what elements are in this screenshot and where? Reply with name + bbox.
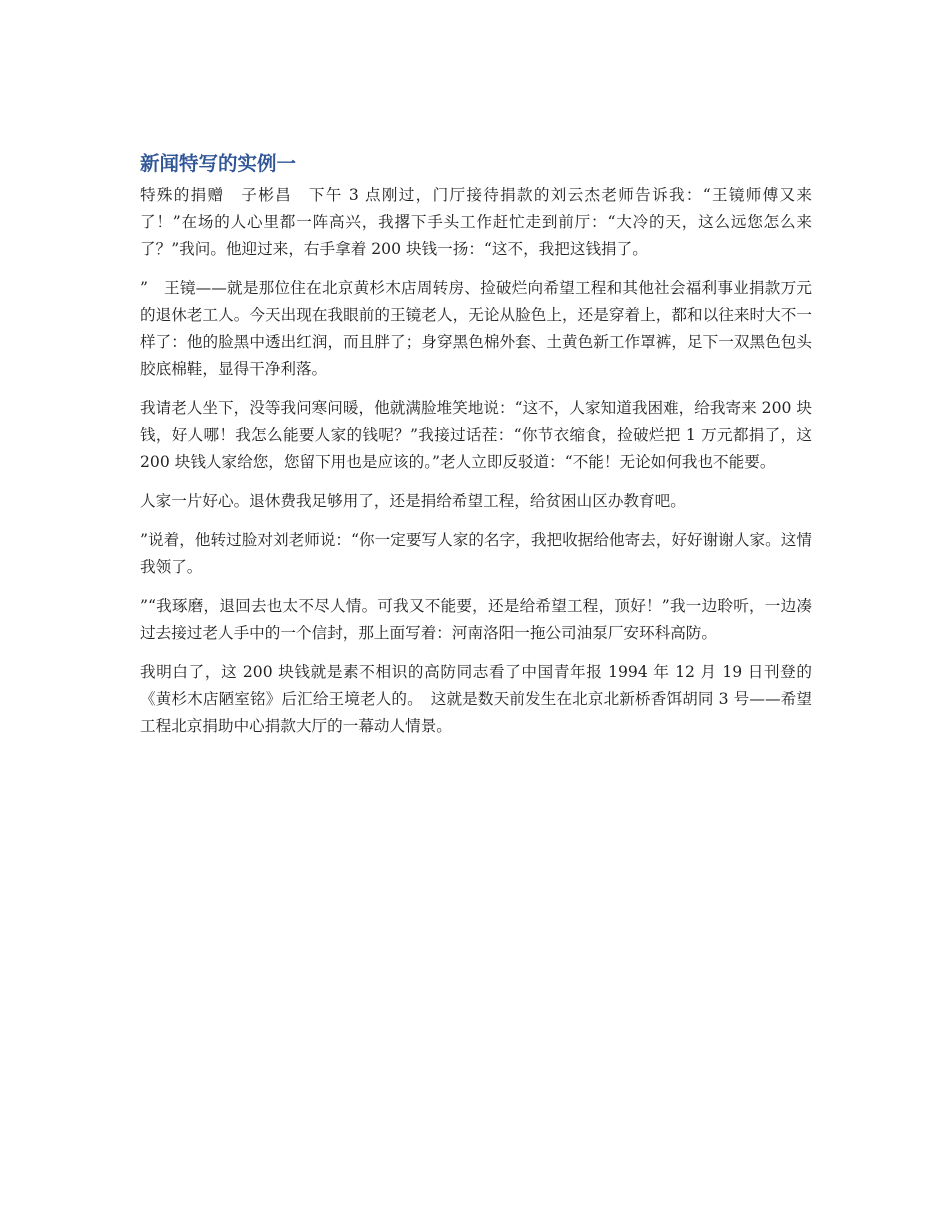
paragraph-3: 我请老人坐下，没等我问寒问暖，他就满脸堆笑地说：“这不，人家知道我困难，给我寄来 200 块钱，好人哪！我怎么能要人家的钱呢？”我接过话茬：“你节衣缩食，捡破烂把 1 万元都捐了，这 200 块钱人家给您，您留下用也是应该的。”老人立即反驳道：“不能！无论如何我也不能要。	[140, 399, 812, 471]
paragraph-6: ”“我琢磨，退回去也太不尽人情。可我又不能要，还是给希望工程，顶好！”我一边聆听，一边凑过去接过老人手中的一个信封，那上面写着：河南洛阳一拖公司油泵厂安环科高防。	[140, 597, 812, 642]
paragraph-4: 人家一片好心。退休费我足够用了，还是捐给希望工程，给贫困山区办教育吧。	[140, 492, 686, 510]
paragraph-2: ” 王镜——就是那位住在北京黄杉木店周转房、捡破烂向希望工程和其他社会福利事业捐款万元的退休老工人。今天出现在我眼前的王镜老人，无论从脸色上，还是穿着上，都和以往来时大不一样了：他的脸黑中透出红润，而且胖了；身穿黑色棉外套、土黄色新工作罩裤，足下一双黑色包头胶底棉鞋，显得干净利落。	[140, 279, 812, 378]
paragraph-1: 特殊的捐赠 子彬昌 下午 3 点刚过，门厅接待捐款的刘云杰老师告诉我：“王镜师傅又来了！”在场的人心里都一阵高兴，我撂下手头工作赶忙走到前厅：“大冷的天，这么远您怎么来了？”我问。他迎过来，右手拿着 200 块钱一扬：“这不，我把这钱捐了。	[140, 186, 812, 258]
document-body	[140, 150, 812, 752]
paragraph-7: 我明白了，这 200 块钱就是素不相识的高防同志看了中国青年报 1994 年 12 月 19 日刊登的《黄杉木店陋室铭》后汇给王境老人的。 这就是数天前发生在北京北新桥香饵胡同 3 号——希望工程北京捐助中心捐款大厅的一幕动人情景。	[140, 663, 812, 735]
document-title: 新闻特写的实例一	[140, 152, 297, 175]
paragraph-5: ”说着，他转过脸对刘老师说：“你一定要写人家的名字，我把收据给他寄去，好好谢谢人家。这情我领了。	[140, 531, 812, 576]
